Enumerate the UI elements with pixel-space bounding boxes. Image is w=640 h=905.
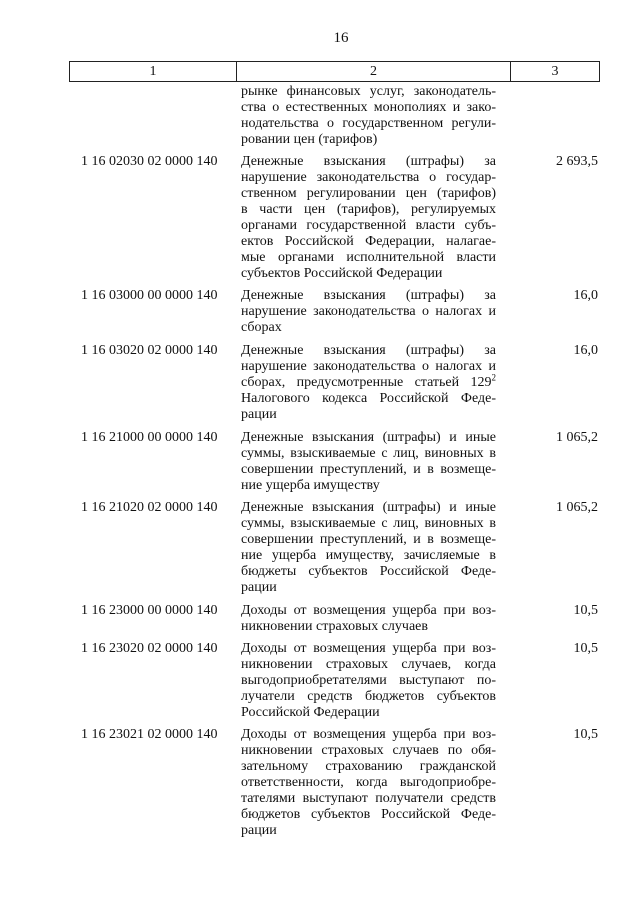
- description-line: ние ущерба имуществу: [241, 478, 380, 493]
- description-line: Денежные взыскания (штрафы) за: [241, 343, 496, 358]
- row-code: 1 16 02030 02 0000 140: [81, 154, 218, 169]
- row-description: [235, 288, 498, 336]
- description-line: органами государственной власти субъ-: [241, 218, 496, 233]
- table-row: [69, 500, 600, 596]
- description-line: рации: [241, 580, 277, 595]
- description-line: тателями выступают получатели средств: [241, 791, 496, 806]
- description-line: ства о естественных монополиях и зако-: [241, 100, 496, 115]
- description-line: Денежные взыскания (штрафы) и иные: [241, 500, 496, 515]
- row-code: 1 16 03020 02 0000 140: [81, 343, 218, 358]
- table-row: [69, 603, 600, 635]
- description-line: нарушение законодательства о государ-: [241, 170, 496, 185]
- table-row: [69, 641, 600, 721]
- row-description: [235, 343, 498, 423]
- continuation-row: [69, 84, 600, 148]
- row-amount: 16,0: [573, 288, 598, 303]
- table-row: [69, 343, 600, 423]
- description-line: [241, 372, 496, 391]
- description-line: рынке финансовых услуг, законодатель-: [241, 84, 496, 99]
- description-line: сборах: [241, 320, 282, 335]
- description-line: Налогового кодекса Российской Феде-: [241, 391, 496, 406]
- description-line: выгодоприобретателями выступают по-: [241, 673, 496, 688]
- description-line: ние ущерба имуществу, зачисляемые в: [241, 548, 496, 563]
- superscript: 2: [491, 372, 496, 383]
- description-line: Денежные взыскания (штрафы) за: [241, 154, 496, 169]
- description-line: ектов Российской Федерации, налагае-: [241, 234, 496, 249]
- row-description: [235, 84, 498, 148]
- column-header-table: [69, 61, 600, 82]
- row-amount: 1 065,2: [556, 430, 598, 445]
- row-amount: 16,0: [573, 343, 598, 358]
- description-line: мые органами исполнительной власти: [241, 250, 496, 265]
- description-line: Денежные взыскания (штрафы) и иные: [241, 430, 496, 445]
- page-number: 16: [333, 30, 349, 46]
- description-line: Доходы от возмещения ущерба при воз-: [241, 641, 496, 656]
- row-description: [235, 641, 498, 721]
- table-row: [69, 430, 600, 494]
- description-line: никновении страховых случаев: [241, 619, 428, 634]
- row-description: [235, 154, 498, 282]
- description-line: Доходы от возмещения ущерба при воз-: [241, 727, 496, 742]
- description-line: совершении преступлений, и в возмеще-: [241, 462, 496, 477]
- description-line: суммы, взыскиваемые с лиц, виновных в: [241, 516, 496, 531]
- table-row: [69, 154, 600, 282]
- description-line: в части цен (тарифов), регулируемых: [241, 202, 496, 217]
- row-code: 1 16 23000 00 0000 140: [81, 603, 218, 618]
- row-amount: 10,5: [573, 603, 598, 618]
- row-description: [235, 727, 498, 839]
- description-line: суммы, взыскиваемые с лиц, виновных в: [241, 446, 496, 461]
- description-line: рации: [241, 823, 277, 838]
- column-header-2: 2: [237, 62, 511, 82]
- description-line: ответственности, когда выгодоприобре-: [241, 775, 496, 790]
- description-line: никновении страховых случаев по обя-: [241, 743, 496, 758]
- description-line: нарушение законодательства о налогах и: [241, 304, 496, 319]
- row-code: 1 16 03000 00 0000 140: [81, 288, 218, 303]
- description-line: нарушение законодательства о налогах и: [241, 359, 496, 374]
- description-line: бюджетов субъектов Российской Феде-: [241, 807, 496, 822]
- description-line: совершении преступлений, и в возмеще-: [241, 532, 496, 547]
- column-header-1: 1: [70, 62, 237, 82]
- description-line-text: сборах, предусмотренные статьей 129: [241, 375, 492, 390]
- row-amount: 2 693,5: [556, 154, 598, 169]
- row-code: 1 16 23020 02 0000 140: [81, 641, 218, 656]
- description-line: Денежные взыскания (штрафы) за: [241, 288, 496, 303]
- row-amount: 1 065,2: [556, 500, 598, 515]
- row-description: [235, 500, 498, 596]
- row-code: 1 16 23021 02 0000 140: [81, 727, 218, 742]
- description-line: Доходы от возмещения ущерба при воз-: [241, 603, 496, 618]
- table-row: [69, 288, 600, 336]
- description-line: Российской Федерации: [241, 705, 380, 720]
- description-line: субъектов Российской Федерации: [241, 266, 443, 281]
- row-amount: 10,5: [573, 727, 598, 742]
- description-line: бюджеты субъектов Российской Феде-: [241, 564, 496, 579]
- row-code: 1 16 21000 00 0000 140: [81, 430, 218, 445]
- table-row: [69, 727, 600, 839]
- description-line: лучатели средств бюджетов субъектов: [241, 689, 496, 704]
- description-line: ровании цен (тарифов): [241, 132, 378, 147]
- description-line: нодательства о государственном регули-: [241, 116, 496, 131]
- column-header-row: [70, 62, 600, 82]
- row-amount: 10,5: [573, 641, 598, 656]
- description-line: ственном регулировании цен (тарифов): [241, 186, 496, 201]
- description-line: никновении страховых случаев, когда: [241, 657, 496, 672]
- budget-table-body: [69, 84, 600, 839]
- row-code: 1 16 21020 02 0000 140: [81, 500, 218, 515]
- row-description: [235, 603, 498, 635]
- row-description: [235, 430, 498, 494]
- description-line: рации: [241, 407, 277, 422]
- description-line: зательному страхованию гражданской: [241, 759, 496, 774]
- column-header-3: 3: [511, 62, 600, 82]
